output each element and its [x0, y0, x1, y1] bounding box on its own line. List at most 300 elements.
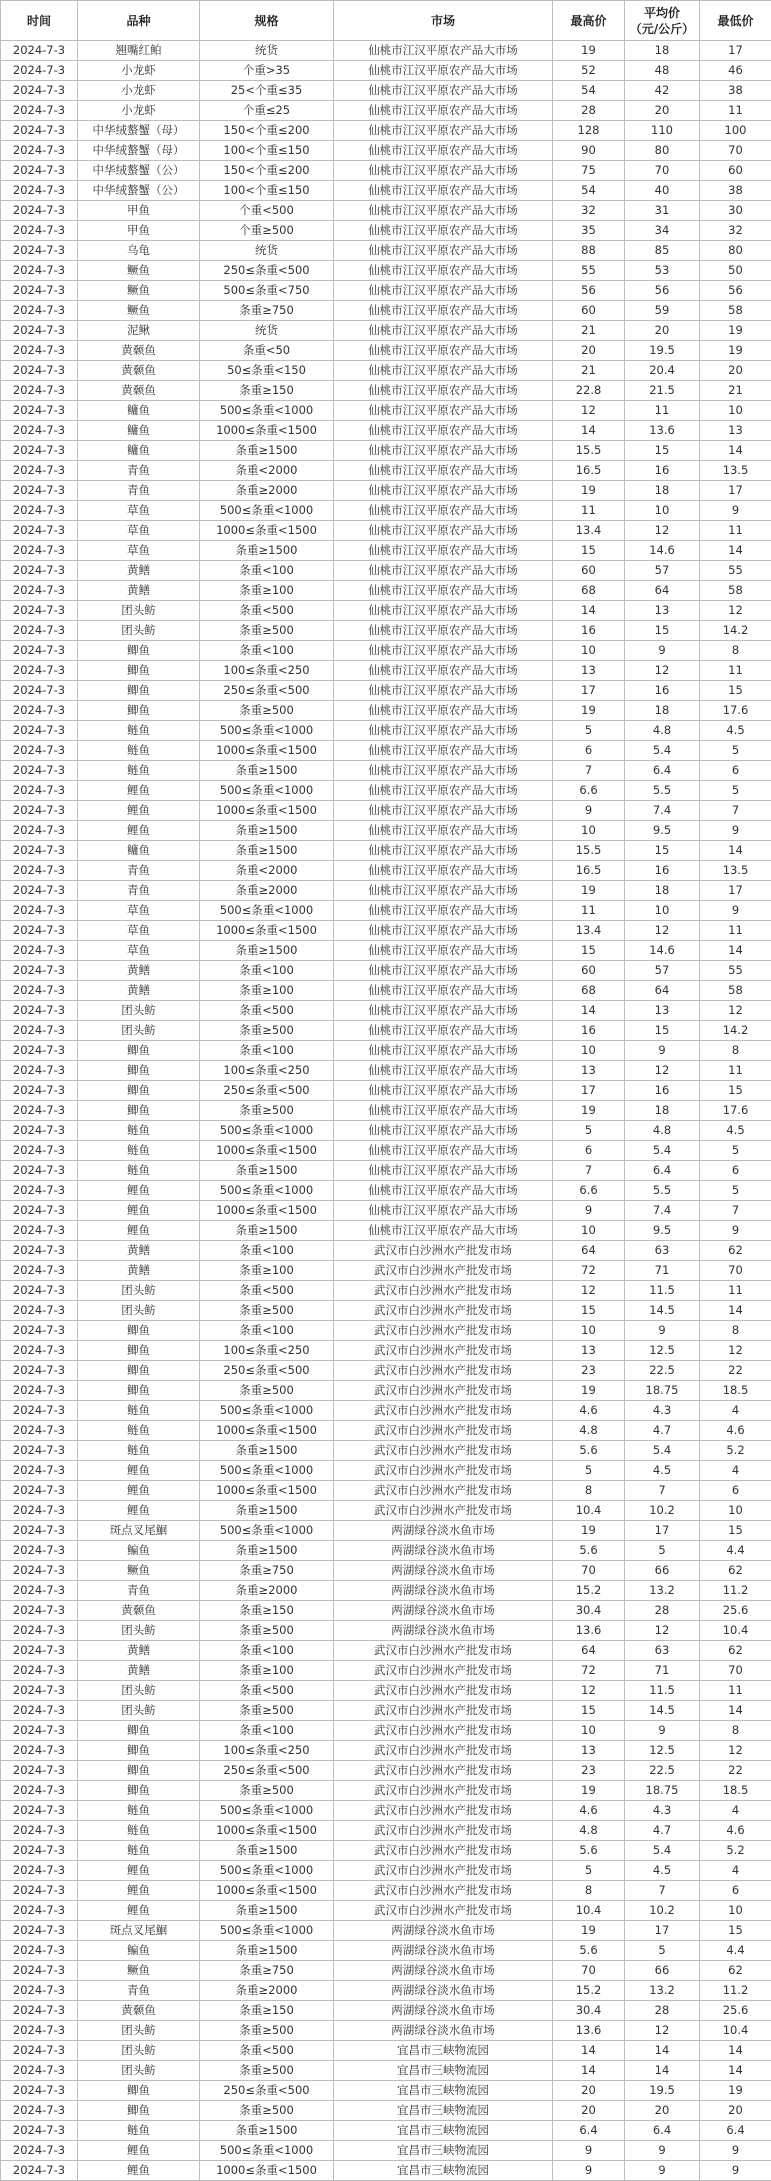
- cell-spec: 1000≤条重<1500: [200, 801, 334, 821]
- cell-market: 仙桃市江汉平原农产品大市场: [334, 41, 553, 61]
- cell-variety: 鲫鱼: [78, 1341, 200, 1361]
- cell-spec: 条重≥500: [200, 1021, 334, 1041]
- table-row: [1, 41, 771, 61]
- cell-variety: 鳙鱼: [78, 841, 200, 861]
- cell-max-price: 15: [553, 1301, 625, 1321]
- cell-market: 两湖绿谷淡水鱼市场: [334, 1581, 553, 1601]
- cell-variety: 鲫鱼: [78, 1321, 200, 1341]
- cell-min-price: 4.4: [700, 1941, 771, 1961]
- cell-avg-price: 9.5: [625, 821, 700, 841]
- cell-date: 2024-7-3: [1, 501, 78, 521]
- cell-max-price: 20: [553, 2081, 625, 2101]
- table-row: [1, 1761, 771, 1781]
- cell-avg-price: 9: [625, 1321, 700, 1341]
- cell-spec: 条重<2000: [200, 861, 334, 881]
- cell-date: 2024-7-3: [1, 1101, 78, 1121]
- cell-market: 武汉市白沙洲水产批发市场: [334, 1661, 553, 1681]
- cell-max-price: 15: [553, 541, 625, 561]
- cell-avg-price: 16: [625, 681, 700, 701]
- cell-variety: 鲫鱼: [78, 1761, 200, 1781]
- cell-max-price: 22.8: [553, 381, 625, 401]
- cell-variety: 草鱼: [78, 921, 200, 941]
- cell-min-price: 17: [700, 481, 771, 501]
- cell-market: 两湖绿谷淡水鱼市场: [334, 1601, 553, 1621]
- cell-avg-price: 14: [625, 2041, 700, 2061]
- cell-market: 两湖绿谷淡水鱼市场: [334, 2001, 553, 2021]
- cell-market: 仙桃市江汉平原农产品大市场: [334, 481, 553, 501]
- cell-min-price: 62: [700, 1641, 771, 1661]
- cell-max-price: 5.6: [553, 1541, 625, 1561]
- cell-avg-price: 28: [625, 2001, 700, 2021]
- cell-variety: 草鱼: [78, 501, 200, 521]
- cell-avg-price: 17: [625, 1921, 700, 1941]
- cell-min-price: 9: [700, 821, 771, 841]
- cell-date: 2024-7-3: [1, 201, 78, 221]
- cell-spec: 条重<500: [200, 1681, 334, 1701]
- cell-max-price: 14: [553, 2061, 625, 2081]
- cell-spec: 条重≥1500: [200, 821, 334, 841]
- cell-spec: 100≤条重<250: [200, 1061, 334, 1081]
- cell-max-price: 56: [553, 281, 625, 301]
- cell-date: 2024-7-3: [1, 481, 78, 501]
- table-row: [1, 1701, 771, 1721]
- cell-max-price: 13: [553, 1061, 625, 1081]
- cell-avg-price: 15: [625, 441, 700, 461]
- cell-market: 仙桃市江汉平原农产品大市场: [334, 61, 553, 81]
- table-row: [1, 101, 771, 121]
- cell-variety: 黄鳝: [78, 1641, 200, 1661]
- cell-max-price: 19: [553, 1921, 625, 1941]
- cell-market: 仙桃市江汉平原农产品大市场: [334, 421, 553, 441]
- cell-max-price: 19: [553, 1101, 625, 1121]
- table-row: [1, 1641, 771, 1661]
- cell-date: 2024-7-3: [1, 1961, 78, 1981]
- cell-max-price: 23: [553, 1361, 625, 1381]
- table-row: [1, 221, 771, 241]
- table-row: [1, 241, 771, 261]
- cell-market: 仙桃市江汉平原农产品大市场: [334, 881, 553, 901]
- cell-variety: 草鱼: [78, 901, 200, 921]
- cell-market: 仙桃市江汉平原农产品大市场: [334, 461, 553, 481]
- cell-variety: 黄颡鱼: [78, 381, 200, 401]
- cell-avg-price: 7.4: [625, 1201, 700, 1221]
- cell-date: 2024-7-3: [1, 981, 78, 1001]
- cell-max-price: 6.4: [553, 2121, 625, 2141]
- cell-max-price: 5.6: [553, 1841, 625, 1861]
- cell-min-price: 60: [700, 161, 771, 181]
- cell-max-price: 6: [553, 741, 625, 761]
- cell-avg-price: 15: [625, 621, 700, 641]
- cell-variety: 鲫鱼: [78, 2081, 200, 2101]
- cell-min-price: 4: [700, 1861, 771, 1881]
- cell-spec: 500≤条重<1000: [200, 901, 334, 921]
- cell-date: 2024-7-3: [1, 1421, 78, 1441]
- table-row: [1, 1841, 771, 1861]
- cell-spec: 条重≥500: [200, 2061, 334, 2081]
- cell-max-price: 72: [553, 1261, 625, 1281]
- cell-min-price: 38: [700, 81, 771, 101]
- cell-min-price: 58: [700, 301, 771, 321]
- cell-spec: 100<个重≤150: [200, 141, 334, 161]
- cell-market: 武汉市白沙洲水产批发市场: [334, 1441, 553, 1461]
- table-row: [1, 1461, 771, 1481]
- cell-date: 2024-7-3: [1, 1001, 78, 1021]
- cell-market: 仙桃市江汉平原农产品大市场: [334, 241, 553, 261]
- cell-date: 2024-7-3: [1, 1061, 78, 1081]
- cell-variety: 鲫鱼: [78, 1361, 200, 1381]
- cell-avg-price: 20.4: [625, 361, 700, 381]
- cell-date: 2024-7-3: [1, 1701, 78, 1721]
- cell-min-price: 9: [700, 901, 771, 921]
- header-max-price: 最高价: [553, 1, 625, 41]
- cell-spec: 条重≥150: [200, 2001, 334, 2021]
- cell-market: 仙桃市江汉平原农产品大市场: [334, 661, 553, 681]
- cell-max-price: 11: [553, 901, 625, 921]
- cell-max-price: 19: [553, 1781, 625, 1801]
- cell-spec: 条重≥500: [200, 701, 334, 721]
- cell-date: 2024-7-3: [1, 1261, 78, 1281]
- cell-date: 2024-7-3: [1, 341, 78, 361]
- cell-market: 仙桃市江汉平原农产品大市场: [334, 941, 553, 961]
- table-row: [1, 361, 771, 381]
- cell-max-price: 19: [553, 1381, 625, 1401]
- table-row: [1, 1241, 771, 1261]
- cell-min-price: 13: [700, 421, 771, 441]
- cell-variety: 团头鲂: [78, 1701, 200, 1721]
- table-row: [1, 1141, 771, 1161]
- cell-date: 2024-7-3: [1, 1981, 78, 2001]
- cell-avg-price: 18: [625, 1101, 700, 1121]
- header-market: 市场: [334, 1, 553, 41]
- table-row: [1, 601, 771, 621]
- cell-market: 武汉市白沙洲水产批发市场: [334, 1801, 553, 1821]
- cell-min-price: 11: [700, 521, 771, 541]
- cell-max-price: 75: [553, 161, 625, 181]
- cell-date: 2024-7-3: [1, 261, 78, 281]
- table-row: [1, 1361, 771, 1381]
- cell-market: 武汉市白沙洲水产批发市场: [334, 1901, 553, 1921]
- cell-market: 仙桃市江汉平原农产品大市场: [334, 361, 553, 381]
- cell-date: 2024-7-3: [1, 1761, 78, 1781]
- cell-date: 2024-7-3: [1, 901, 78, 921]
- cell-date: 2024-7-3: [1, 1241, 78, 1261]
- cell-max-price: 5.6: [553, 1441, 625, 1461]
- table-row: [1, 1061, 771, 1081]
- cell-min-price: 11: [700, 921, 771, 941]
- cell-spec: 条重≥1500: [200, 761, 334, 781]
- cell-avg-price: 4.3: [625, 1801, 700, 1821]
- cell-max-price: 5: [553, 1461, 625, 1481]
- cell-variety: 鳙鱼: [78, 401, 200, 421]
- cell-max-price: 7: [553, 761, 625, 781]
- cell-market: 仙桃市江汉平原农产品大市场: [334, 981, 553, 1001]
- table-row: [1, 661, 771, 681]
- cell-date: 2024-7-3: [1, 581, 78, 601]
- cell-variety: 中华绒螯蟹（公）: [78, 161, 200, 181]
- cell-date: 2024-7-3: [1, 741, 78, 761]
- table-row: [1, 441, 771, 461]
- cell-market: 两湖绿谷淡水鱼市场: [334, 1521, 553, 1541]
- cell-market: 仙桃市江汉平原农产品大市场: [334, 601, 553, 621]
- table-row: [1, 941, 771, 961]
- cell-spec: 条重≥500: [200, 1381, 334, 1401]
- cell-market: 仙桃市江汉平原农产品大市场: [334, 1061, 553, 1081]
- cell-avg-price: 64: [625, 581, 700, 601]
- cell-min-price: 14.2: [700, 1021, 771, 1041]
- cell-date: 2024-7-3: [1, 1381, 78, 1401]
- cell-variety: 黄颡鱼: [78, 1601, 200, 1621]
- cell-variety: 黄鳝: [78, 1241, 200, 1261]
- table-row: [1, 1301, 771, 1321]
- cell-max-price: 60: [553, 301, 625, 321]
- cell-market: 仙桃市江汉平原农产品大市场: [334, 1081, 553, 1101]
- cell-market: 仙桃市江汉平原农产品大市场: [334, 1021, 553, 1041]
- cell-variety: 团头鲂: [78, 1281, 200, 1301]
- table-row: [1, 2061, 771, 2081]
- cell-date: 2024-7-3: [1, 1321, 78, 1341]
- cell-spec: 条重≥1500: [200, 541, 334, 561]
- cell-variety: 鲢鱼: [78, 761, 200, 781]
- cell-avg-price: 63: [625, 1641, 700, 1661]
- cell-spec: 条重≥1500: [200, 2121, 334, 2141]
- table-row: [1, 721, 771, 741]
- cell-market: 两湖绿谷淡水鱼市场: [334, 1981, 553, 2001]
- cell-market: 仙桃市江汉平原农产品大市场: [334, 1121, 553, 1141]
- header-date: 时间: [1, 1, 78, 41]
- cell-market: 武汉市白沙洲水产批发市场: [334, 1701, 553, 1721]
- cell-date: 2024-7-3: [1, 1621, 78, 1641]
- cell-max-price: 5: [553, 1121, 625, 1141]
- cell-date: 2024-7-3: [1, 421, 78, 441]
- cell-market: 仙桃市江汉平原农产品大市场: [334, 541, 553, 561]
- cell-spec: 条重≥1500: [200, 441, 334, 461]
- cell-variety: 团头鲂: [78, 2061, 200, 2081]
- cell-avg-price: 15: [625, 1021, 700, 1041]
- cell-market: 仙桃市江汉平原农产品大市场: [334, 921, 553, 941]
- cell-max-price: 19: [553, 881, 625, 901]
- cell-min-price: 5.2: [700, 1441, 771, 1461]
- cell-variety: 鲤鱼: [78, 781, 200, 801]
- cell-min-price: 9: [700, 2141, 771, 2161]
- cell-spec: 500≤条重<1000: [200, 1461, 334, 1481]
- cell-avg-price: 48: [625, 61, 700, 81]
- cell-avg-price: 4.7: [625, 1421, 700, 1441]
- cell-variety: 鲫鱼: [78, 1101, 200, 1121]
- cell-max-price: 14: [553, 421, 625, 441]
- cell-max-price: 10.4: [553, 1501, 625, 1521]
- cell-date: 2024-7-3: [1, 821, 78, 841]
- cell-spec: 条重<100: [200, 1241, 334, 1261]
- table-row: [1, 1501, 771, 1521]
- cell-variety: 鳊鱼: [78, 1941, 200, 1961]
- cell-variety: 泥鳅: [78, 321, 200, 341]
- cell-date: 2024-7-3: [1, 401, 78, 421]
- cell-max-price: 14: [553, 601, 625, 621]
- cell-variety: 黄颡鱼: [78, 2001, 200, 2021]
- cell-max-price: 12: [553, 1281, 625, 1301]
- cell-min-price: 18.5: [700, 1781, 771, 1801]
- cell-market: 仙桃市江汉平原农产品大市场: [334, 121, 553, 141]
- cell-min-price: 9: [700, 1221, 771, 1241]
- cell-variety: 鲫鱼: [78, 1381, 200, 1401]
- cell-avg-price: 66: [625, 1561, 700, 1581]
- cell-date: 2024-7-3: [1, 1661, 78, 1681]
- cell-avg-price: 18.75: [625, 1381, 700, 1401]
- cell-date: 2024-7-3: [1, 1281, 78, 1301]
- cell-spec: 条重≥150: [200, 1601, 334, 1621]
- cell-max-price: 70: [553, 1561, 625, 1581]
- table-row: [1, 181, 771, 201]
- cell-date: 2024-7-3: [1, 1141, 78, 1161]
- cell-max-price: 16: [553, 621, 625, 641]
- table-row: [1, 821, 771, 841]
- cell-max-price: 15: [553, 1701, 625, 1721]
- cell-date: 2024-7-3: [1, 761, 78, 781]
- cell-min-price: 17.6: [700, 1101, 771, 1121]
- cell-avg-price: 57: [625, 561, 700, 581]
- cell-date: 2024-7-3: [1, 1341, 78, 1361]
- cell-min-price: 18.5: [700, 1381, 771, 1401]
- cell-min-price: 55: [700, 561, 771, 581]
- cell-market: 仙桃市江汉平原农产品大市场: [334, 201, 553, 221]
- cell-variety: 甲鱼: [78, 201, 200, 221]
- table-row: [1, 1861, 771, 1881]
- cell-avg-price: 71: [625, 1261, 700, 1281]
- cell-date: 2024-7-3: [1, 1921, 78, 1941]
- cell-market: 宜昌市三峡物流园: [334, 2141, 553, 2161]
- cell-min-price: 5.2: [700, 1841, 771, 1861]
- table-row: [1, 141, 771, 161]
- cell-avg-price: 22.5: [625, 1361, 700, 1381]
- cell-min-price: 11: [700, 1681, 771, 1701]
- cell-avg-price: 16: [625, 861, 700, 881]
- cell-min-price: 20: [700, 2101, 771, 2121]
- cell-spec: 1000≤条重<1500: [200, 421, 334, 441]
- cell-min-price: 11: [700, 101, 771, 121]
- cell-date: 2024-7-3: [1, 621, 78, 641]
- cell-date: 2024-7-3: [1, 1581, 78, 1601]
- table-row: [1, 1281, 771, 1301]
- cell-market: 武汉市白沙洲水产批发市场: [334, 1241, 553, 1261]
- cell-min-price: 70: [700, 1261, 771, 1281]
- cell-market: 两湖绿谷淡水鱼市场: [334, 1961, 553, 1981]
- cell-avg-price: 20: [625, 101, 700, 121]
- cell-date: 2024-7-3: [1, 41, 78, 61]
- cell-variety: 鳜鱼: [78, 1561, 200, 1581]
- cell-avg-price: 18: [625, 701, 700, 721]
- cell-avg-price: 17: [625, 1521, 700, 1541]
- cell-max-price: 13.6: [553, 1621, 625, 1641]
- cell-variety: 团头鲂: [78, 1621, 200, 1641]
- cell-spec: 1000≤条重<1500: [200, 521, 334, 541]
- cell-spec: 条重<500: [200, 1001, 334, 1021]
- table-row: [1, 2101, 771, 2121]
- cell-variety: 鲢鱼: [78, 1141, 200, 1161]
- cell-variety: 鳜鱼: [78, 281, 200, 301]
- cell-avg-price: 85: [625, 241, 700, 261]
- cell-spec: 250≤条重<500: [200, 681, 334, 701]
- cell-avg-price: 4.7: [625, 1821, 700, 1841]
- cell-variety: 鲤鱼: [78, 1881, 200, 1901]
- cell-max-price: 4.8: [553, 1821, 625, 1841]
- cell-max-price: 13: [553, 1741, 625, 1761]
- table-row: [1, 1481, 771, 1501]
- cell-date: 2024-7-3: [1, 1481, 78, 1501]
- cell-spec: 条重≥1500: [200, 1501, 334, 1521]
- cell-max-price: 4.8: [553, 1421, 625, 1441]
- table-row: [1, 201, 771, 221]
- cell-market: 武汉市白沙洲水产批发市场: [334, 1261, 553, 1281]
- cell-avg-price: 80: [625, 141, 700, 161]
- cell-min-price: 17: [700, 41, 771, 61]
- cell-min-price: 10: [700, 1901, 771, 1921]
- table-row: [1, 2041, 771, 2061]
- cell-avg-price: 14.6: [625, 541, 700, 561]
- table-row: [1, 1921, 771, 1941]
- cell-min-price: 20: [700, 361, 771, 381]
- cell-variety: 团头鲂: [78, 1301, 200, 1321]
- cell-variety: 中华绒螯蟹（公）: [78, 181, 200, 201]
- cell-market: 仙桃市江汉平原农产品大市场: [334, 1001, 553, 1021]
- cell-market: 武汉市白沙洲水产批发市场: [334, 1361, 553, 1381]
- cell-spec: 条重≥500: [200, 2101, 334, 2121]
- cell-max-price: 16.5: [553, 461, 625, 481]
- cell-min-price: 13.5: [700, 861, 771, 881]
- cell-spec: 条重≥1500: [200, 1441, 334, 1461]
- cell-max-price: 9: [553, 801, 625, 821]
- cell-variety: 鲢鱼: [78, 721, 200, 741]
- table-row: [1, 2021, 771, 2041]
- cell-avg-price: 4.5: [625, 1861, 700, 1881]
- table-row: [1, 481, 771, 501]
- table-row: [1, 781, 771, 801]
- cell-date: 2024-7-3: [1, 2121, 78, 2141]
- cell-max-price: 21: [553, 321, 625, 341]
- cell-variety: 鲢鱼: [78, 1441, 200, 1461]
- header-unit: （元/公斤）: [630, 22, 694, 36]
- table-row: [1, 921, 771, 941]
- table-row: [1, 421, 771, 441]
- cell-max-price: 70: [553, 1961, 625, 1981]
- table-row: [1, 1441, 771, 1461]
- cell-market: 仙桃市江汉平原农产品大市场: [334, 1041, 553, 1061]
- cell-avg-price: 12: [625, 921, 700, 941]
- cell-max-price: 68: [553, 581, 625, 601]
- cell-date: 2024-7-3: [1, 2161, 78, 2181]
- cell-variety: 团头鲂: [78, 1681, 200, 1701]
- cell-variety: 鳜鱼: [78, 261, 200, 281]
- cell-avg-price: 5.5: [625, 1181, 700, 1201]
- cell-min-price: 9: [700, 501, 771, 521]
- cell-variety: 黄颡鱼: [78, 361, 200, 381]
- cell-spec: 条重≥1500: [200, 841, 334, 861]
- cell-min-price: 9: [700, 2161, 771, 2181]
- table-row: [1, 641, 771, 661]
- cell-date: 2024-7-3: [1, 2101, 78, 2121]
- table-row: [1, 1721, 771, 1741]
- cell-date: 2024-7-3: [1, 1221, 78, 1241]
- cell-market: 仙桃市江汉平原农产品大市场: [334, 141, 553, 161]
- cell-variety: 鲢鱼: [78, 1401, 200, 1421]
- cell-spec: 个重<500: [200, 201, 334, 221]
- table-row: [1, 681, 771, 701]
- cell-avg-price: 40: [625, 181, 700, 201]
- cell-date: 2024-7-3: [1, 941, 78, 961]
- cell-min-price: 6: [700, 1161, 771, 1181]
- cell-market: 仙桃市江汉平原农产品大市场: [334, 281, 553, 301]
- cell-variety: 鳙鱼: [78, 421, 200, 441]
- cell-avg-price: 70: [625, 161, 700, 181]
